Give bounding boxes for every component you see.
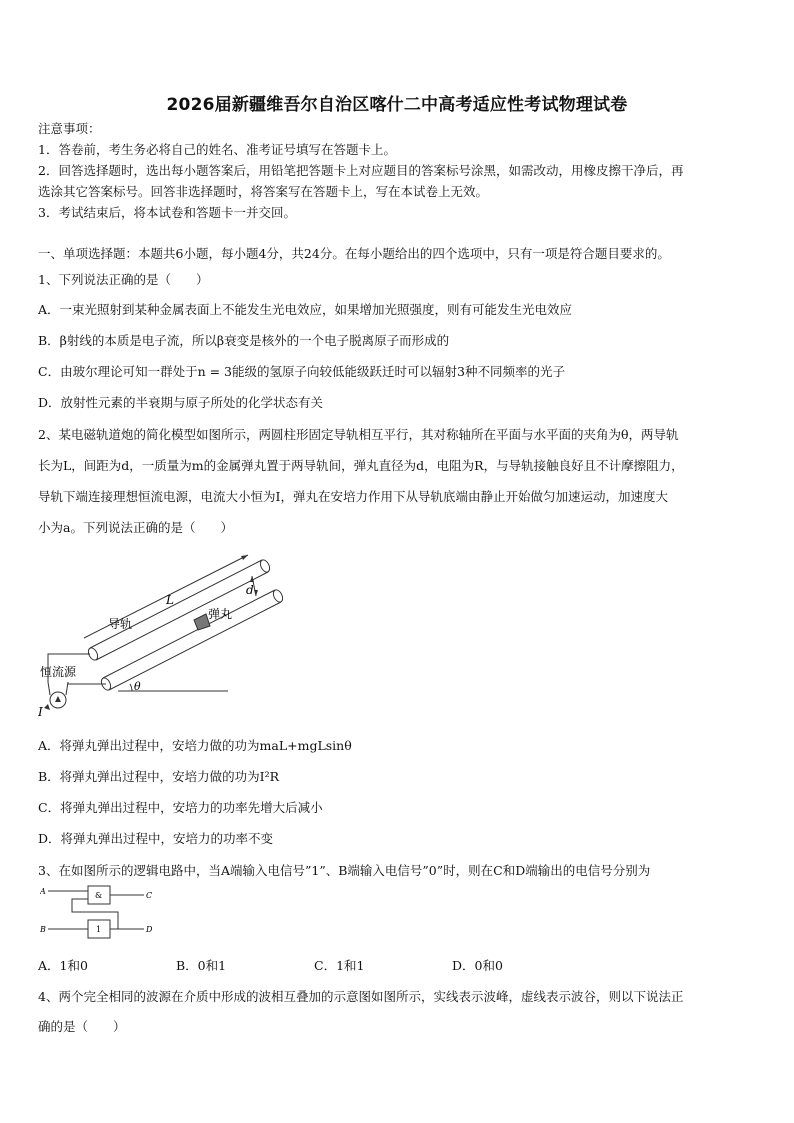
label-current: I [38, 705, 43, 719]
railgun-figure [38, 550, 288, 722]
notice-heading: 注意事项： [38, 121, 101, 136]
label-source: 恒流源 [40, 665, 77, 679]
section-heading: 一、单项选择题：本题共6小题，每小题4分，共24分。在每小题给出的四个选项中，只有一项是符合题目要求的。 [38, 246, 670, 261]
label-L: L [166, 593, 174, 607]
page-title: 2026届新疆维吾尔自治区喀什二中高考适应性考试物理试卷 [166, 95, 628, 115]
label-D: D [146, 925, 153, 934]
label-rail: 导轨 [108, 617, 133, 631]
notice-item-2-cont: 选涂其它答案标号。回答非选择题时，将答案写在答题卡上，写在本试卷上无效。 [38, 184, 489, 199]
label-theta: θ [134, 680, 141, 693]
q1-option-a: A．一束光照射到某种金属表面上不能发生光电效应，如果增加光照强度，则有可能发生光电效应 [38, 302, 573, 317]
not-gate-symbol: 1 [96, 925, 102, 934]
label-bullet: 弹丸 [208, 607, 233, 621]
q1-option-c: C．由玻尔理论可知一群处于n = 3能级的氢原子向较低能级跃迁时可以辐射3种不同频率的光子 [38, 364, 565, 379]
label-d: d [246, 583, 254, 597]
q3-option-c: C．1和1 [314, 958, 365, 973]
notice-item-2: 2．回答选择题时，选出每小题答案后，用铅笔把答题卡上对应题目的答案标号涂黑，如需改动，用橡皮擦干净后，再 [38, 163, 684, 178]
q4-stem-line-2: 确的是（ ） [38, 1019, 126, 1034]
and-gate-symbol: & [95, 891, 103, 900]
notice-item-3: 3．考试结束后，将本试卷和答题卡一并交回。 [38, 205, 296, 220]
label-B: B [40, 925, 46, 934]
q3-option-b: B．0和1 [176, 958, 227, 973]
q2-option-c: C．将弹丸弹出过程中，安培力的功率先增大后减小 [38, 800, 323, 815]
q3-option-a: A．1和0 [38, 958, 88, 973]
q1-option-d: D．放射性元素的半衰期与原子所处的化学状态有关 [38, 395, 324, 410]
q2-stem-line-4: 小为a。下列说法正确的是（ ） [38, 520, 233, 535]
q2-option-b: B．将弹丸弹出过程中，安培力做的功为I²R [38, 769, 280, 784]
q2-stem-line-1: 2、某电磁轨道炮的简化模型如图所示，两圆柱形固定导轨相互平行，其对称轴所在平面与水平面的夹角为θ，两导轨 [38, 427, 679, 442]
q1-stem: 1、下列说法正确的是（ ） [38, 272, 209, 287]
q1-option-b: B．β射线的本质是电子流，所以β衰变是核外的一个电子脱离原子而形成的 [38, 333, 450, 348]
q2-option-a: A．将弹丸弹出过程中，安培力做的功为maL+mgLsinθ [38, 738, 352, 753]
q2-stem-line-3: 导轨下端连接理想恒流电源，电流大小恒为I，弹丸在安培力作用下从导轨底端由静止开始做匀加速运动，加速度大 [38, 489, 668, 504]
q2-option-d: D．将弹丸弹出过程中，安培力的功率不变 [38, 831, 274, 846]
q4-stem-line-1: 4、两个完全相同的波源在介质中形成的波相互叠加的示意图如图所示，实线表示波峰，虚线表示波谷，则以下说法正 [38, 989, 684, 1004]
notice-item-1: 1．答卷前，考生务必将自己的姓名、准考证号填写在答题卡上。 [38, 142, 396, 157]
q2-stem-line-2: 长为L，间距为d，一质量为m的金属弹丸置于两导轨间，弹丸直径为d，电阻为R，与导轨接触良好且不计摩擦阻力， [38, 458, 684, 473]
q3-option-d: D．0和0 [452, 958, 503, 973]
logic-circuit-figure [40, 882, 160, 948]
label-C: C [146, 891, 153, 900]
q3-stem: 3、在如图所示的逻辑电路中，当A端输入电信号”1”、B端输入电信号”0”时，则在C和D端输出的电信号分别为 [38, 863, 651, 878]
label-A: A [40, 887, 46, 896]
